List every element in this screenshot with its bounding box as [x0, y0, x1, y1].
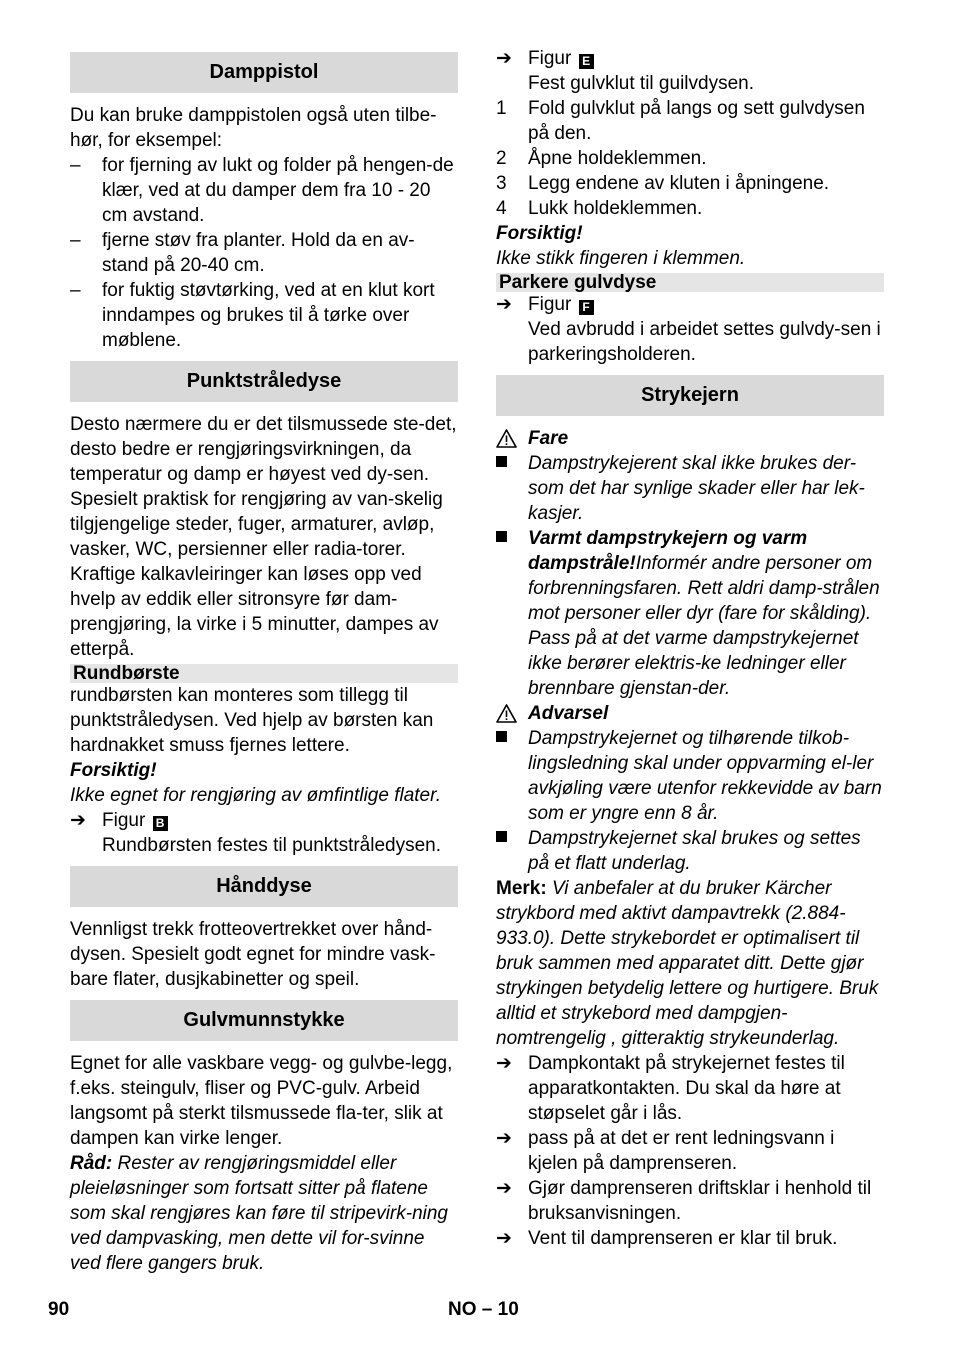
bullet-square-icon: [496, 456, 507, 467]
caution-text: Ikke stikk fingeren i klemmen.: [496, 248, 746, 269]
advarsel-list-item: Dampstrykejernet og tilhørende tilkob-lingsledning skal under oppvarming el-ler avkjøling være utenfor rekkevidde av barn som er yngre enn 8 år.: [496, 726, 884, 826]
figure-letter-badge: E: [579, 54, 594, 69]
left-column: [70, 44, 458, 1276]
damppistol-intro: Du kan bruke damppistolen også uten tilbe-hør, for eksempel:: [70, 105, 437, 151]
list-item: – fjerne støv fra planter. Hold da en av-stand på 20-40 cm.: [70, 230, 415, 276]
page-number: 90: [48, 1299, 70, 1320]
step-item: 4 Lukk holdeklemmen.: [496, 198, 703, 219]
figure-letter-badge: B: [153, 816, 168, 831]
instruction-item: ➔ Vent til damprenseren er klar til bruk.: [496, 1228, 838, 1249]
arrow-icon: ➔: [496, 1053, 512, 1074]
fare-list-item: Dampstrykejerent skal ikke brukes der-som det har synlige skader eller har lek-kasjer.: [496, 451, 884, 526]
heading-handdyse: Hånddyse: [70, 866, 458, 907]
heading-strykejern: Strykejern: [496, 375, 884, 416]
rund-caution-text: Ikke egnet for rengjøring av ømfintlige flater.: [70, 785, 442, 806]
advarsel-heading: Advarsel: [496, 701, 884, 726]
arrow-icon: ➔: [496, 294, 512, 315]
tip-label: Råd:: [70, 1153, 113, 1174]
figure-f-text: Ved avbrudd i arbeidet settes gulvdy-sen i parkeringsholderen.: [528, 319, 881, 365]
warning-triangle-icon: [496, 429, 517, 448]
subheading-rundborste: Rundbørste: [70, 664, 458, 683]
bullet-square-icon: [496, 831, 507, 842]
bullet-square-icon: [496, 731, 507, 742]
warning-triangle-icon: [496, 704, 517, 723]
fare-heading: Fare: [496, 426, 884, 451]
arrow-icon: ➔: [496, 1128, 512, 1149]
rund-text: rundbørsten kan monteres som tillegg til punktstråledysen. Ved hjelp av børsten kan hardnakket smuss fjernes lettere.: [70, 685, 434, 756]
list-item: – for fuktig støvtørking, ved at en klut kort inndampes og brukes til å tørke over møblene.: [70, 280, 435, 351]
arrow-icon: ➔: [496, 48, 512, 69]
dash-marker: –: [70, 280, 81, 301]
figure-ref-f: ➔ Figur F: [496, 292, 884, 317]
gulv-text: Egnet for alle vaskbare vegg- og gulvbe-legg, f.eks. steingulv, fliser og PVC-gulv. Arbeid langsomt på sterkt tilsmussede fla-ter, slik at dampen kan virke lenger.: [70, 1053, 453, 1149]
instruction-item: ➔ Gjør damprenseren driftsklar i henhold til bruksanvisningen.: [496, 1178, 872, 1224]
gulv-tip: Råd: Rester av rengjøringsmiddel eller pleieløsninger som fortsatt sitter på flatene som skal rengjøres kan føre til stripevirk-ning ved dampvasking, men dette vil for-svinne ved flere gangers bruk.: [70, 1153, 448, 1274]
list-item: – for fjerning av lukt og folder på hengen-de klær, ved at du damper dem fra 10 - 20 cm avstand.: [70, 155, 454, 226]
figure-ref-b: ➔ Figur B: [70, 808, 458, 833]
figure-b-text: Rundbørsten festes til punktstråledysen.: [102, 835, 442, 856]
dash-marker: –: [70, 230, 81, 251]
hand-text: Vennligst trekk frotteovertrekket over hånd-dysen. Spesielt godt egnet for mindre vask-bare flater, dusjkabinetter og speil.: [70, 919, 436, 990]
merk-label: Merk:: [496, 878, 547, 899]
right-column: [496, 46, 884, 1251]
arrow-icon: ➔: [496, 1228, 512, 1249]
subheading-parkere-gulvdyse: Parkere gulvdyse: [496, 273, 884, 292]
bullet-square-icon: [496, 531, 507, 542]
heading-damppistol: Damppistol: [70, 52, 458, 93]
heading-gulvmunnstykke: Gulvmunnstykke: [70, 1000, 458, 1041]
figure-ref-e: ➔ Figur E: [496, 46, 884, 71]
advarsel-list-item: Dampstrykejernet skal brukes og settes på et flatt underlag.: [496, 826, 884, 876]
arrow-icon: ➔: [70, 810, 86, 831]
punkt-text: Desto nærmere du er det tilsmussede ste-det, desto bedre er rengjøringsvirkningen, da temperatur og damp er høyest ved dy-sen. Spesielt praktisk for rengjøring av van-skelig tilgjengelige steder, fuger, armaturer, avløp, vasker, WC, persienner eller radia-torer. Kraftige kalkavleiringer kan løses opp ved hvelp av eddik eller sitronsyre før dam-prengjøring, la virke i 5 minutter, dampes av etterpå.: [70, 414, 457, 660]
instruction-item: ➔ Dampkontakt på strykejernet festes til apparatkontakten. Du skal da høre at støpselet går i lås.: [496, 1053, 845, 1124]
fare-list-item: Varmt dampstrykejern og varm dampstråle!Informér andre personer om forbrenningsfaren. Rett aldri damp-strålen mot personer eller dyr (fare for skålding). Pass på at det varme dampstrykejernet ikke berører elektris-ke ledninger eller brennbare gjenstan-der.: [496, 526, 884, 701]
step-item: 1 Fold gulvklut på langs og sett gulvdysen på den.: [496, 98, 865, 144]
merk-note: Merk: Vi anbefaler at du bruker Kärcher strykbord med aktivt dampavtrekk (2.884-933.0). Dette strykebordet er optimalisert til bruk sammen med apparatet ditt. Dette gjør strykingen betydelig lettere og hurtigere. Bruk alltid et strykebord med dampgjen-nomtrengelig , gitteraktig strykeunderlag.: [496, 878, 879, 1049]
step-item: 3 Legg endene av kluten i åpningene.: [496, 173, 830, 194]
dash-marker: –: [70, 155, 81, 176]
section-page-label: NO – 10: [448, 1299, 519, 1320]
arrow-icon: ➔: [496, 1178, 512, 1199]
instruction-item: ➔ pass på at det er rent ledningsvann i kjelen på damprenseren.: [496, 1128, 835, 1174]
rund-caution-label: Forsiktig!: [70, 760, 157, 781]
figure-e-text: Fest gulvklut til guilvdysen.: [528, 73, 754, 94]
step-item: 2 Åpne holdeklemmen.: [496, 148, 707, 169]
heading-punktstraledyse: Punktstråledyse: [70, 361, 458, 402]
caution-label: Forsiktig!: [496, 223, 583, 244]
figure-letter-badge: F: [579, 300, 594, 315]
